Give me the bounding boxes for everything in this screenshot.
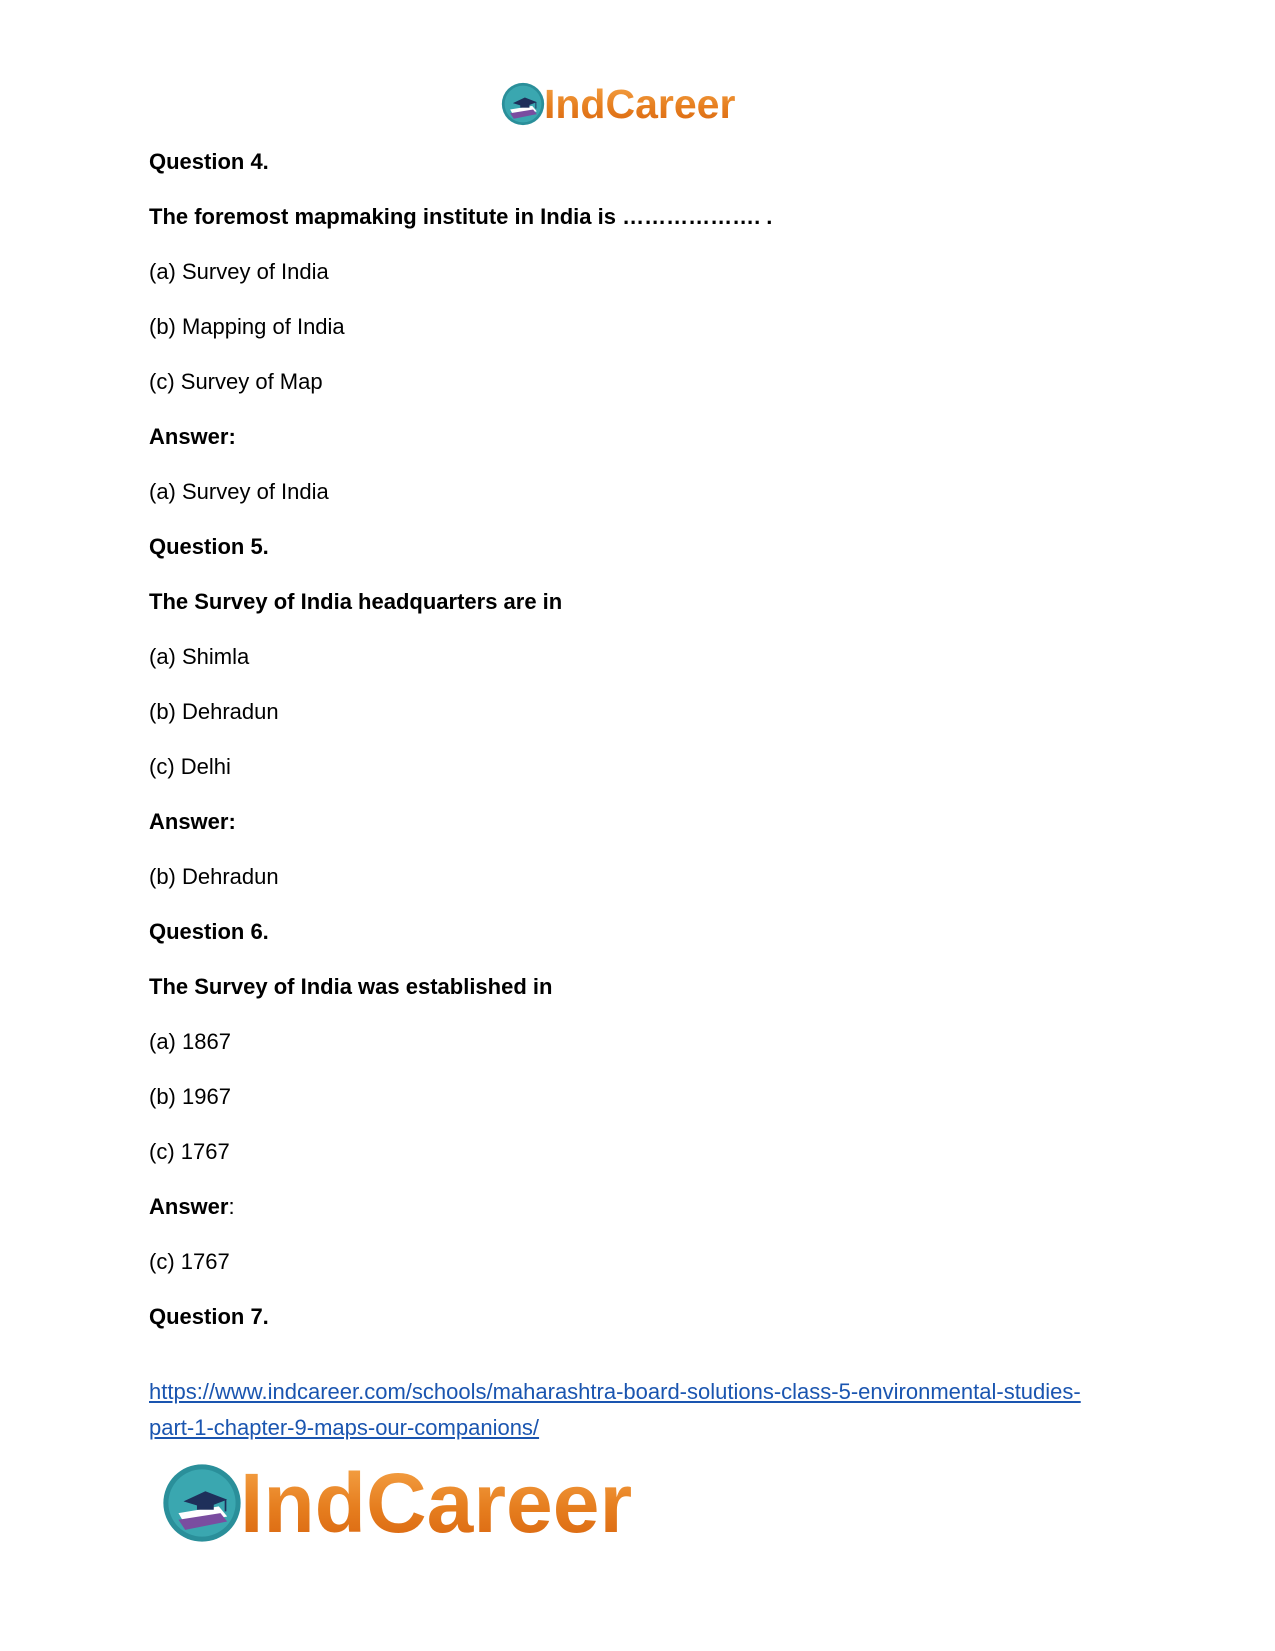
text-line	[149, 1077, 1129, 1132]
text-line	[149, 1022, 1129, 1077]
bold-text-line	[149, 802, 1129, 857]
text-line	[149, 857, 1129, 912]
text-line	[149, 747, 1129, 802]
line-text: (b) 1967	[149, 1084, 231, 1109]
line-text: (b) Dehradun	[149, 699, 279, 724]
line-suffix: :	[228, 1194, 235, 1219]
source-link-line-2[interactable]: part-1-chapter-9-maps-our-companions/	[149, 1415, 540, 1440]
text-line	[149, 307, 1129, 362]
bold-text-line	[149, 912, 1129, 967]
question-list	[149, 142, 1129, 1352]
line-text: Answer:	[149, 424, 236, 449]
source-link-line-1[interactable]: https://www.indcareer.com/schools/maharashtra-board-solutions-class-5-environmental-studies-	[149, 1379, 1081, 1404]
bold-text-line	[149, 967, 1129, 1022]
line-text: (c) 1767	[149, 1139, 230, 1164]
line-text: (a) Shimla	[149, 644, 250, 669]
line-text: (a) 1867	[149, 1029, 231, 1054]
line-text: (c) Delhi	[149, 754, 231, 779]
line-text: Question 6.	[149, 919, 269, 944]
text-line	[149, 362, 1129, 417]
text-line	[149, 1242, 1129, 1297]
brand-wordmark: IndCareer	[544, 80, 736, 127]
bold-text-line	[149, 142, 1129, 197]
bold-text-line	[149, 1187, 1129, 1242]
line-text: (c) Survey of Map	[149, 369, 323, 394]
header-logo	[500, 78, 735, 130]
line-text: Answer:	[149, 809, 236, 834]
brand-wordmark: IndCareer	[240, 1456, 633, 1550]
line-text: (a) Survey of India	[149, 259, 329, 284]
bold-text-line	[149, 582, 1129, 637]
bold-text-line	[149, 197, 1129, 252]
text-line	[149, 252, 1129, 307]
source-link[interactable]	[149, 1374, 1139, 1446]
line-text: Question 4.	[149, 149, 269, 174]
footer-logo	[160, 1458, 632, 1548]
line-text: Answer	[149, 1194, 229, 1219]
line-text: The Survey of India was established in	[149, 974, 553, 999]
line-text: Question 7.	[149, 1304, 269, 1329]
line-text: (c) 1767	[149, 1249, 230, 1274]
text-line	[149, 1132, 1129, 1187]
bold-text-line	[149, 417, 1129, 472]
line-text: (a) Survey of India	[149, 479, 329, 504]
bold-text-line	[149, 527, 1129, 582]
graduation-cap-book-icon	[500, 81, 546, 127]
bold-text-line	[149, 1297, 1129, 1352]
line-text: Question 5.	[149, 534, 269, 559]
text-line	[149, 637, 1129, 692]
text-line	[149, 692, 1129, 747]
line-text: (b) Dehradun	[149, 864, 279, 889]
line-text: (b) Mapping of India	[149, 314, 345, 339]
line-text: The foremost mapmaking institute in India is ………………. .	[149, 204, 773, 229]
graduation-cap-book-icon	[160, 1461, 244, 1545]
line-text: The Survey of India headquarters are in	[149, 589, 563, 614]
text-line	[149, 472, 1129, 527]
